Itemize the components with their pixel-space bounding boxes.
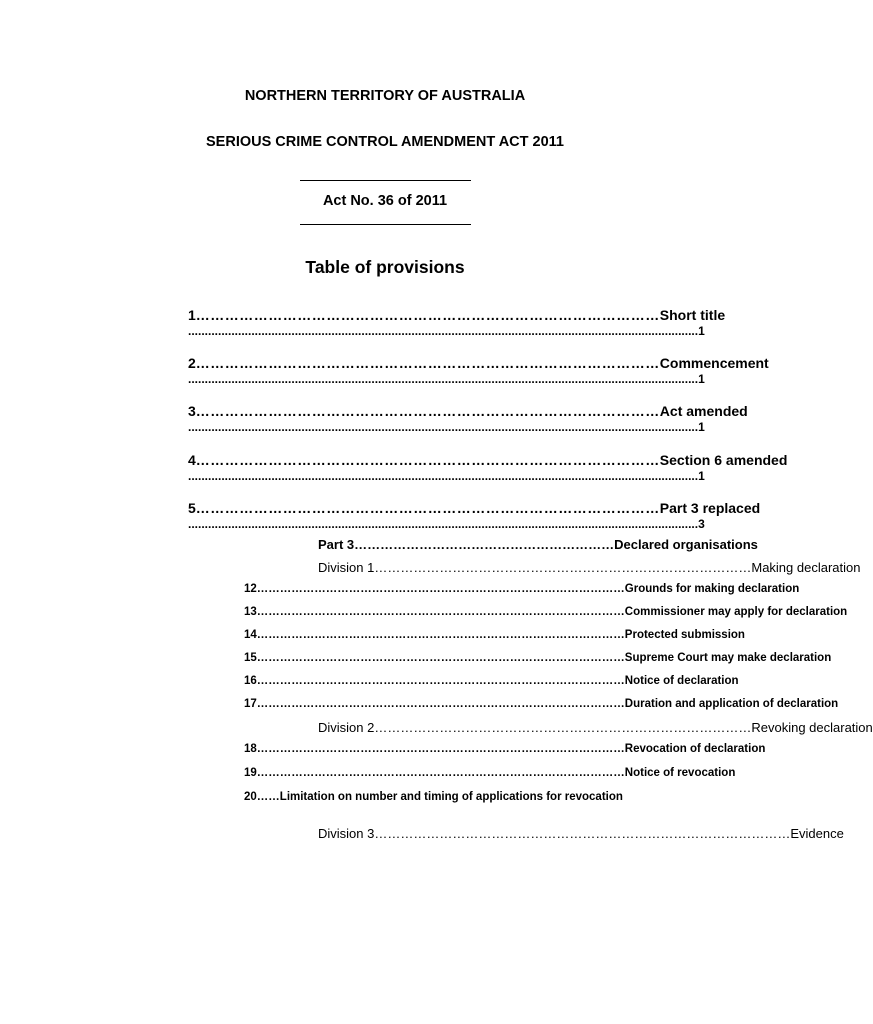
toc-entry-3[interactable] — [188, 403, 748, 435]
entry-title: Act amended — [659, 403, 748, 419]
entry-page: 1 — [698, 372, 705, 386]
entry-number: 1 — [188, 307, 196, 323]
section-title: Duration and application of declaration — [624, 698, 839, 710]
entry-title: Commencement — [659, 355, 769, 371]
entry-page: 3 — [698, 517, 705, 531]
section-title: Commissioner may apply for declaration — [624, 606, 848, 618]
toc-section-15[interactable] — [244, 652, 832, 664]
toc-entry-2[interactable] — [188, 355, 769, 387]
divider-bottom — [300, 224, 471, 225]
leader-dots: ......................................................................................................................................................... — [188, 324, 699, 338]
part-title: Declared organisations — [614, 537, 758, 552]
act-number: Act No. 36 of 2011 — [322, 193, 448, 209]
section-number: 16 — [244, 675, 257, 687]
section-title: Protected submission — [624, 629, 745, 641]
section-number: 17 — [244, 698, 257, 710]
entry-number: 4 — [188, 452, 196, 468]
leader-dots: …… — [256, 791, 280, 803]
entry-page: 1 — [698, 469, 705, 483]
section-title: Limitation on number and timing of applications for revocation — [279, 791, 623, 803]
act-title: SERIOUS CRIME CONTROL AMENDMENT ACT 2011 — [206, 134, 564, 150]
leader-dots: …………………………………………………………………………………… — [256, 675, 625, 687]
toc-entry-1[interactable] — [188, 307, 726, 339]
toc-division-1[interactable] — [318, 560, 861, 575]
section-number: 18 — [244, 743, 257, 755]
section-title: Supreme Court may make declaration — [624, 652, 832, 664]
leader-dots: …………………………………………………………………………………… — [195, 307, 660, 323]
toc-section-16[interactable] — [244, 675, 739, 687]
leader-dots: …………………………………………………………………………… — [374, 560, 752, 575]
toc-heading: Table of provisions — [305, 257, 465, 277]
section-number: 15 — [244, 652, 257, 664]
entry-title: Short title — [659, 307, 726, 323]
jurisdiction-heading: NORTHERN TERRITORY OF AUSTRALIA — [244, 88, 526, 104]
division-label: Division 2 — [318, 720, 375, 735]
leader-dots: …………………………………………………………………………………… — [195, 452, 660, 468]
leader-dots: …………………………………………………………………………………… — [256, 583, 625, 595]
divider-top — [300, 180, 471, 181]
leader-dots: …………………………………………………………………………………… — [256, 743, 625, 755]
leader-dots: …………………………………………………………………………………… — [256, 629, 625, 641]
toc-entry-4[interactable] — [188, 452, 788, 484]
entry-page: 1 — [698, 324, 705, 338]
toc-section-12[interactable] — [244, 583, 800, 595]
leader-dots: …………………………………………………… — [354, 537, 615, 552]
section-title: Notice of revocation — [624, 767, 736, 779]
toc-section-20[interactable] — [244, 790, 624, 804]
division-title: Evidence — [790, 826, 844, 841]
leader-dots: ......................................................................................................................................................... — [188, 469, 699, 483]
section-number: 19 — [244, 767, 257, 779]
division-title: Making declaration — [751, 560, 861, 575]
toc-section-14[interactable] — [244, 629, 745, 641]
entry-number: 2 — [188, 355, 196, 371]
toc-part-3[interactable] — [318, 537, 758, 552]
leader-dots: …………………………………………………………………………………… — [256, 698, 625, 710]
leader-dots: ......................................................................................................................................................... — [188, 420, 699, 434]
leader-dots: …………………………………………………………………………………… — [256, 652, 625, 664]
entry-number: 5 — [188, 500, 196, 516]
leader-dots: …………………………………………………………………………………… — [256, 606, 625, 618]
leader-dots: …………………………………………………………………………………… — [195, 403, 660, 419]
section-number: 14 — [244, 629, 257, 641]
section-number: 13 — [244, 606, 257, 618]
division-title: Revoking declaration — [751, 720, 873, 735]
toc-section-18[interactable] — [244, 743, 766, 755]
section-number: 12 — [244, 583, 257, 595]
entry-page: 1 — [698, 420, 705, 434]
entry-number: 3 — [188, 403, 196, 419]
toc-section-13[interactable] — [244, 606, 848, 618]
leader-dots: …………………………………………………………………………………… — [195, 355, 660, 371]
leader-dots: …………………………………………………………………………………… — [256, 767, 625, 779]
leader-dots: …………………………………………………………………………………… — [195, 500, 660, 516]
toc-division-2[interactable] — [318, 720, 873, 735]
entry-title: Part 3 replaced — [659, 500, 761, 516]
section-title: Grounds for making declaration — [624, 583, 800, 595]
division-label: Division 1 — [318, 560, 375, 575]
toc-section-17[interactable] — [244, 698, 839, 710]
leader-dots: …………………………………………………………………………………… — [374, 826, 791, 841]
section-number: 20 — [244, 791, 257, 803]
section-title: Notice of declaration — [624, 675, 739, 687]
part-label: Part 3 — [318, 537, 355, 552]
leader-dots: ......................................................................................................................................................... — [188, 517, 699, 531]
toc-entry-5[interactable] — [188, 500, 761, 532]
section-title: Revocation of declaration — [624, 743, 766, 755]
leader-dots: ......................................................................................................................................................... — [188, 372, 699, 386]
toc-division-3[interactable] — [318, 826, 844, 841]
entry-title: Section 6 amended — [659, 452, 788, 468]
toc-section-19[interactable] — [244, 767, 736, 779]
division-label: Division 3 — [318, 826, 375, 841]
leader-dots: …………………………………………………………………………… — [374, 720, 752, 735]
